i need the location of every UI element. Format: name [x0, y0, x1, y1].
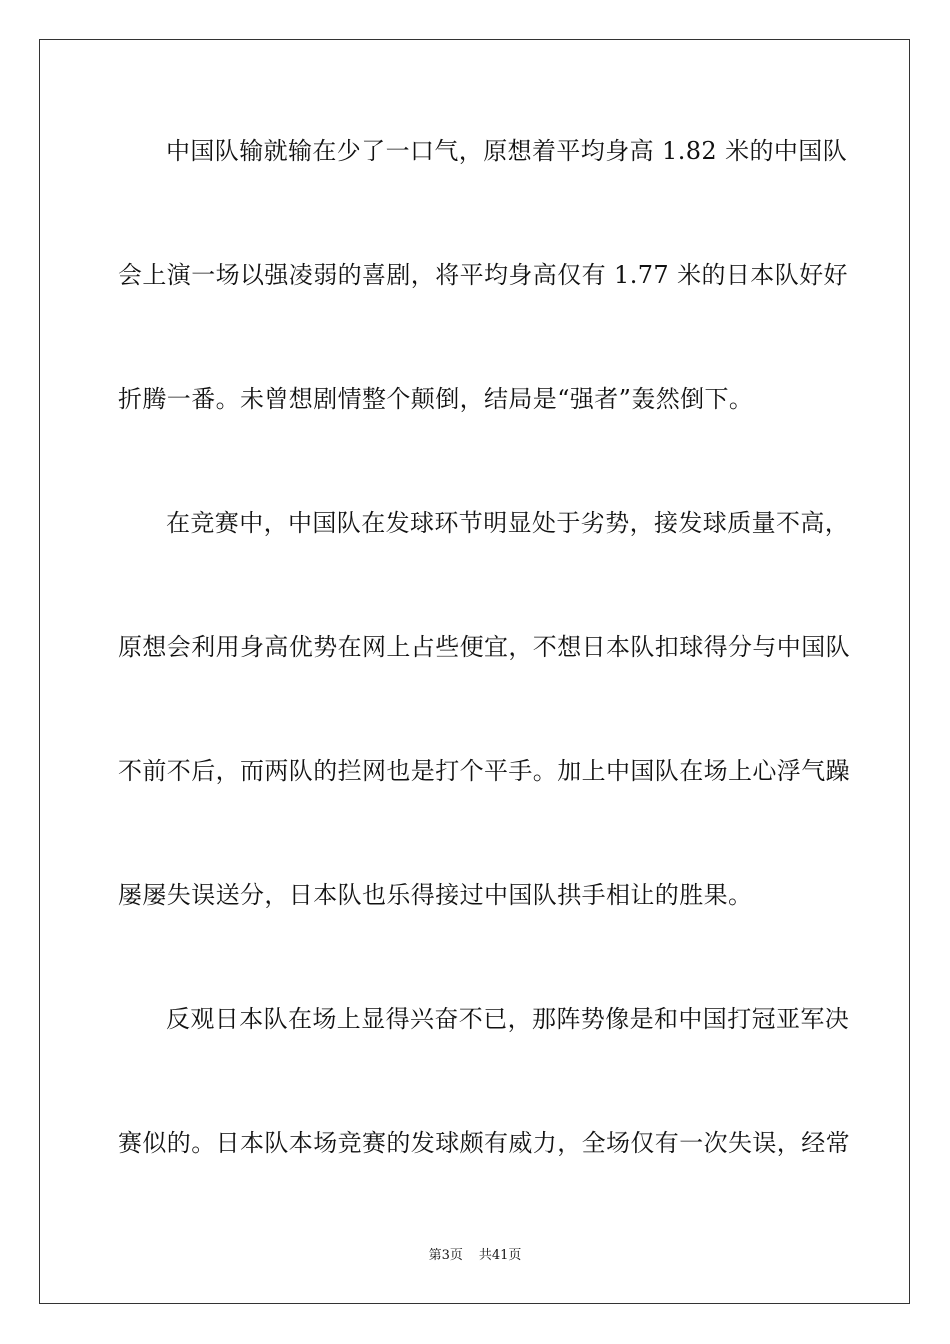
paragraph-2-line-2: 原想会利用身高优势在网上占些便宜，不想日本队扣球得分与中国队	[118, 633, 850, 661]
paragraph-2-line-3: 不前不后，而两队的拦网也是打个平手。加上中国队在场上心浮气躁	[118, 757, 850, 785]
paragraph-3-line-2: 赛似的。日本队本场竞赛的发球颇有威力，全场仅有一次失误，经常	[118, 1129, 850, 1157]
page-border	[39, 39, 910, 1304]
page-footer	[0, 1247, 950, 1265]
paragraph-1-line-1: 中国队输就输在少了一口气，原想着平均身高 1.82 米的中国队	[166, 137, 848, 165]
paragraph-1-line-2: 会上演一场以强凌弱的喜剧，将平均身高仅有 1.77 米的日本队好好	[118, 261, 848, 289]
page-number: 第3页	[428, 1248, 463, 1263]
total-pages: 共41页	[478, 1248, 522, 1263]
paragraph-2-line-4: 屡屡失误送分，日本队也乐得接过中国队拱手相让的胜果。	[118, 881, 753, 909]
paragraph-1-line-3: 折腾一番。未曾想剧情整个颠倒，结局是“强者”轰然倒下。	[118, 385, 754, 413]
paragraph-2-line-1: 在竞赛中，中国队在发球环节明显处于劣势，接发球质量不高，	[166, 509, 850, 537]
paragraph-3-line-1: 反观日本队在场上显得兴奋不已，那阵势像是和中国打冠亚军决	[166, 1005, 850, 1033]
